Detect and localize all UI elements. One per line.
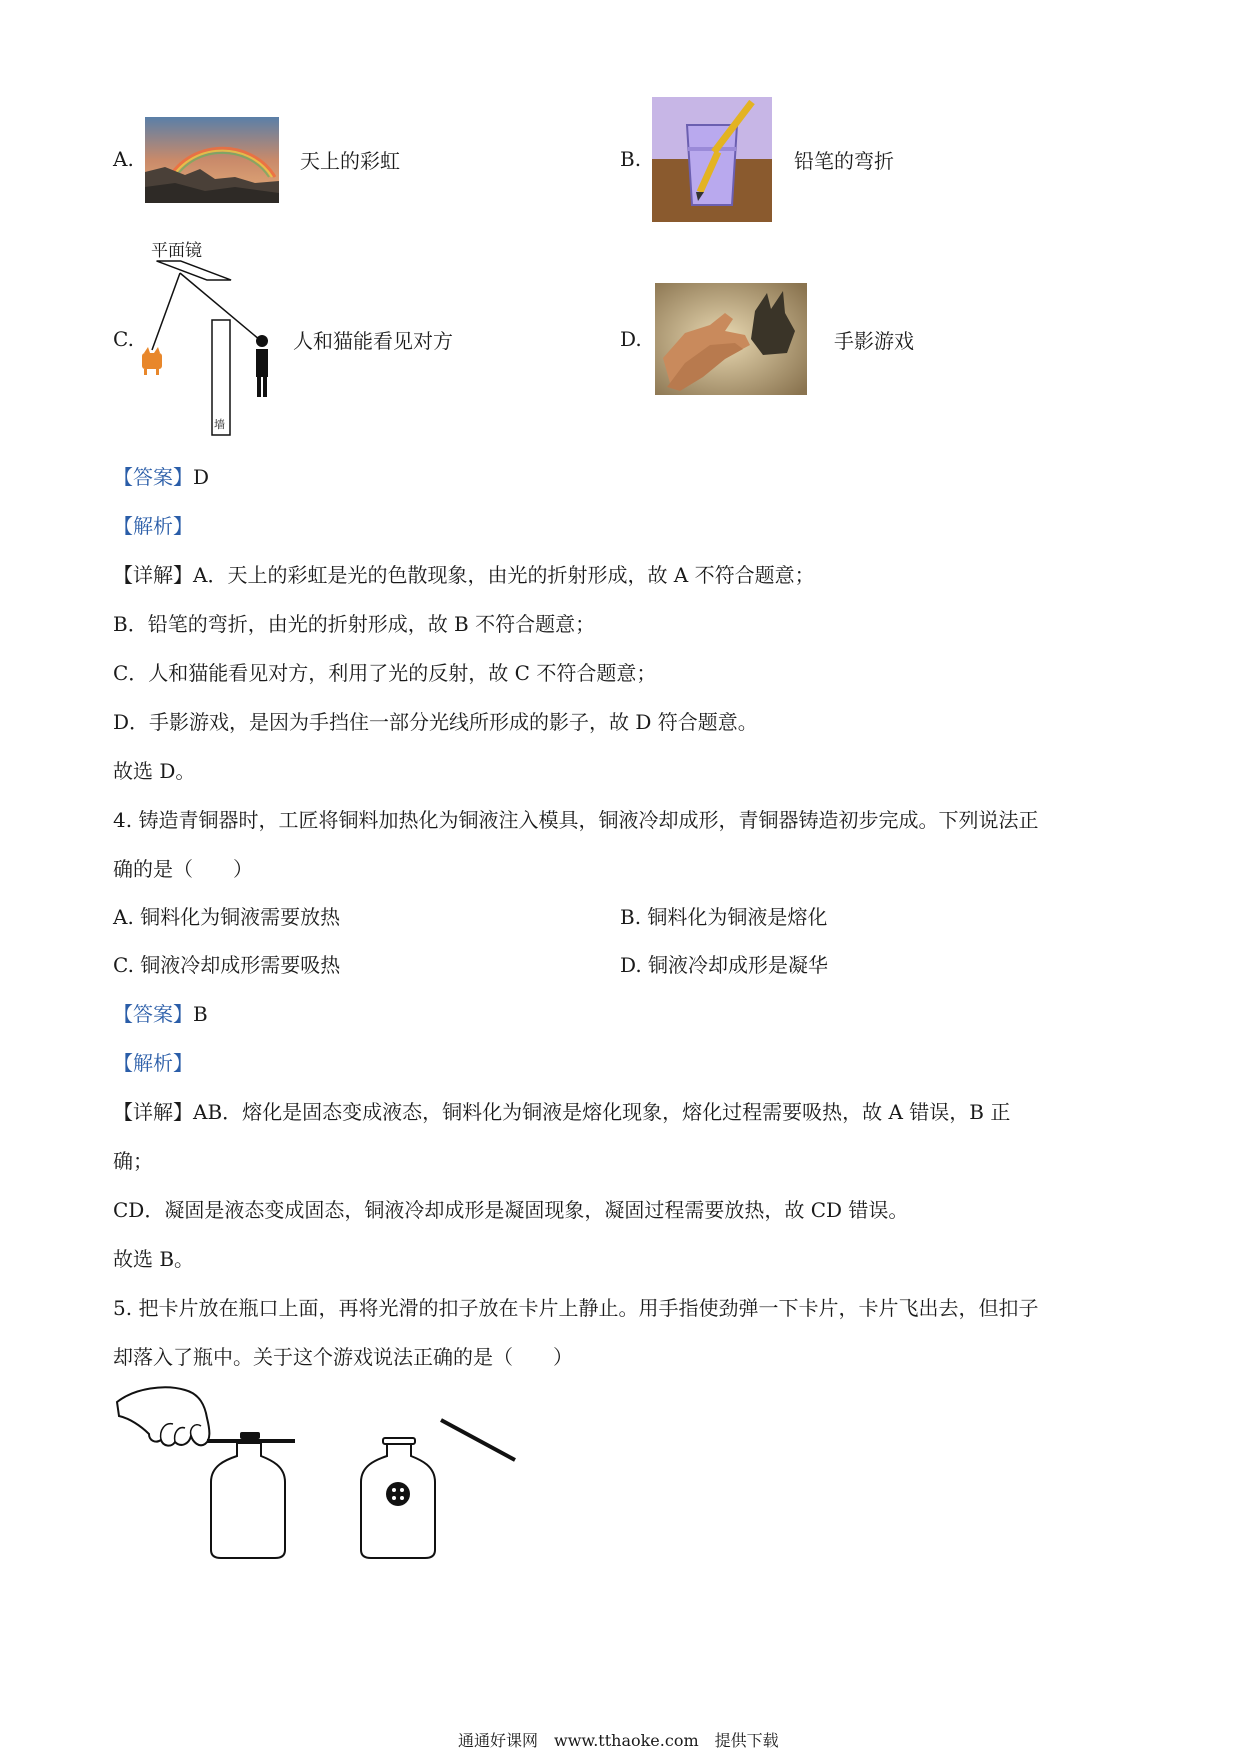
- q5-stem-line-2: 却落入了瓶中。关于这个游戏说法正确的是（ ）: [113, 1345, 573, 1369]
- answer-tag: 【答案】: [113, 465, 193, 489]
- q4-analysis-line: [113, 1049, 193, 1077]
- q4-option-c: C. 铜液冷却成形需要吸热: [113, 953, 341, 977]
- q3-detail-line-2: B．铅笔的弯折，由光的折射形成，故 B 不符合题意；: [113, 612, 596, 636]
- q3-answer-line: [113, 463, 209, 491]
- option-d-text: 手影游戏: [834, 329, 914, 353]
- mirror-label: 平面镜: [151, 241, 202, 261]
- q3-detail-line-3: C．人和猫能看见对方，利用了光的反射，故 C 不符合题意；: [113, 661, 657, 685]
- q3-detail-line-1: [113, 561, 815, 589]
- bottle-left: [211, 1443, 285, 1558]
- option-c-text: 人和猫能看见对方: [293, 329, 453, 353]
- detail-tag: 【详解】: [113, 1100, 193, 1124]
- hand-illustration: [117, 1387, 209, 1445]
- q4-option-b: B. 铜料化为铜液是熔化: [620, 905, 828, 929]
- detail-text: A．天上的彩虹是光的色散现象，由光的折射形成，故 A 不符合题意；: [193, 563, 815, 587]
- q4-stem-line-2: 确的是（ ）: [113, 857, 253, 881]
- option-b-letter: B.: [620, 147, 642, 171]
- option-a-text: 天上的彩虹: [300, 149, 400, 173]
- button-on-card: [240, 1432, 260, 1439]
- q4-stem-line-1: 4. 铸造青铜器时，工匠将铜料加热化为铜液注入模具，铜液冷却成形，青铜器铸造初步完成。下列说法正: [113, 808, 1039, 832]
- answer-value: D: [193, 465, 210, 489]
- detail-tag: 【详解】: [113, 563, 193, 587]
- detail-text: AB．熔化是固态变成液态，铜料化为铜液是熔化现象，熔化过程需要吸热，故 A 错误，B 正: [193, 1100, 1011, 1124]
- button-in-bottle: [386, 1482, 410, 1506]
- answer-value: B: [193, 1002, 208, 1026]
- option-d-letter: D.: [620, 327, 642, 351]
- q3-conclusion: 故选 D。: [113, 759, 196, 783]
- q4-detail-line-2: 确；: [113, 1149, 153, 1173]
- q4-option-d: D. 铜液冷却成形是凝华: [620, 953, 829, 977]
- answer-tag: 【答案】: [113, 1002, 193, 1026]
- q3-analysis-line: [113, 512, 193, 540]
- q4-detail-line-1: [113, 1098, 1010, 1126]
- card-bottle-diagram: [115, 1382, 525, 1572]
- q5-stem-line-1: 5. 把卡片放在瓶口上面，再将光滑的扣子放在卡片上静止。用手指使劲弹一下卡片，卡片飞出去，但扣子: [113, 1296, 1039, 1320]
- rainbow-photo: [145, 117, 279, 203]
- analysis-tag: 【解析】: [113, 1051, 193, 1075]
- pencil-in-glass: [652, 97, 772, 222]
- q4-detail-line-3: CD．凝固是液态变成固态，铜液冷却成形是凝固现象，凝固过程需要放热，故 CD 错误。: [113, 1198, 909, 1222]
- option-b-text: 铅笔的弯折: [794, 149, 894, 173]
- q4-conclusion: 故选 B。: [113, 1247, 195, 1271]
- analysis-tag: 【解析】: [113, 514, 193, 538]
- option-a-letter: A.: [113, 147, 134, 171]
- mirror-diagram: [140, 255, 280, 440]
- wall-label: 墙: [214, 418, 225, 431]
- q4-answer-line: [113, 1000, 208, 1028]
- flying-card: [441, 1420, 515, 1460]
- q3-detail-line-4: D．手影游戏，是因为手挡住一部分光线所形成的影子，故 D 符合题意。: [113, 710, 758, 734]
- option-c-letter: C.: [113, 327, 134, 351]
- q4-option-a: A. 铜料化为铜液需要放热: [113, 905, 341, 929]
- hand-shadow-photo: [655, 283, 807, 395]
- page-footer: 通通好课网 www.tthaoke.com 提供下载: [458, 1731, 779, 1750]
